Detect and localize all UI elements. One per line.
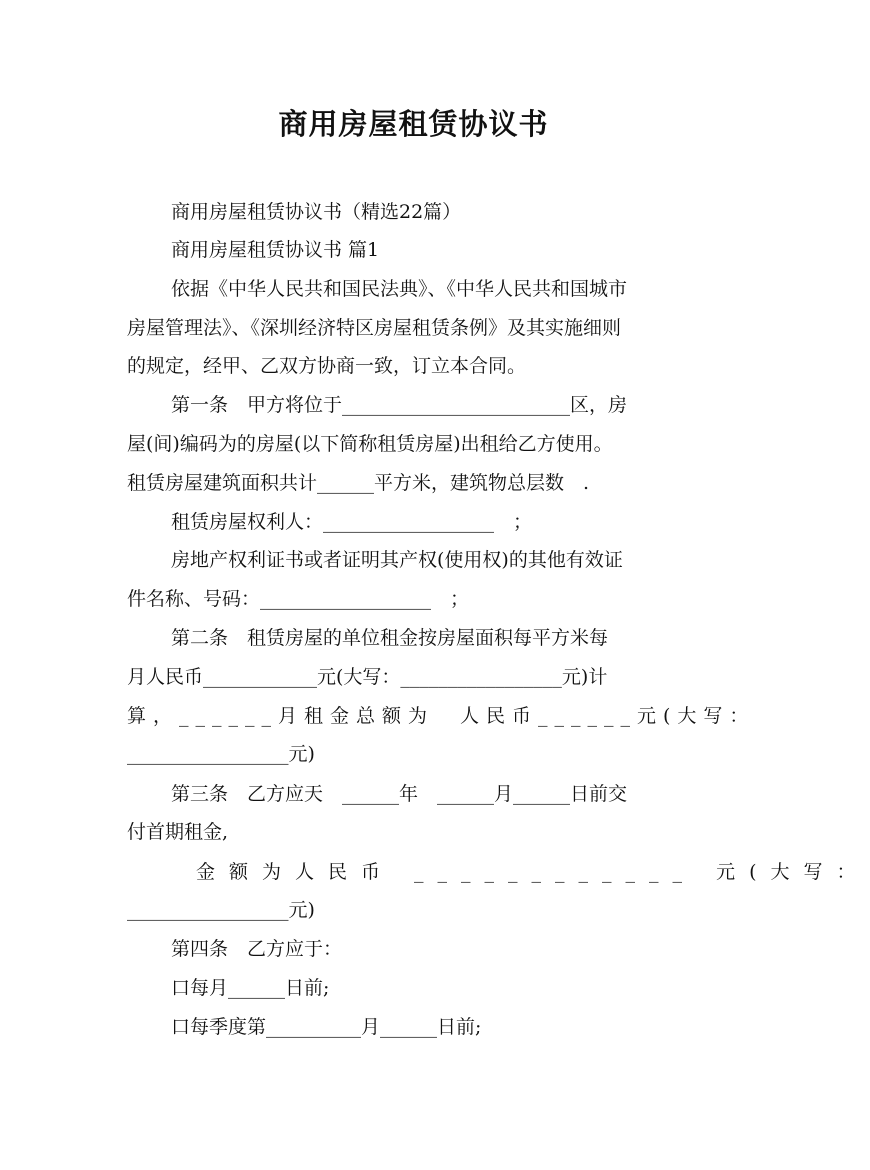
clause-1-line: 租赁房屋建筑面积共计______平方米，建筑物总层数 . [127, 472, 590, 494]
checkbox-option-line: 口每季度第__________月______日前; [171, 1016, 482, 1038]
clause-1-line: 屋(间)编码为的房屋(以下简称租赁房屋)出租给乙方使用。 [127, 433, 613, 455]
clause-4-line: 第四条 乙方应于： [171, 938, 343, 960]
owner-line: 租赁房屋权利人：__________________ ； [171, 511, 533, 533]
certificate-line: 件名称、号码：__________________ ； [127, 588, 470, 610]
paragraph-line: 房屋管理法》、《深圳经济特区房屋租赁条例》及其实施细则 [127, 317, 622, 339]
paragraph-line: 的规定，经甲、乙双方协商一致，订立本合同。 [127, 355, 527, 377]
clause-2-line: 算，______月租金总额为 人民币______元(大写： [127, 705, 756, 727]
subtitle-line: 商用房屋租赁协议书（精选22篇） [171, 201, 462, 223]
clause-1-line: 第一条 甲方将位于________________________区，房 [171, 394, 628, 416]
section-heading: 商用房屋租赁协议书 篇1 [171, 239, 380, 261]
clause-3-line: _________________元) [127, 899, 315, 921]
clause-3-line: 付首期租金, [127, 821, 229, 843]
checkbox-option-line: 口每月______日前; [171, 977, 330, 999]
document-title: 商用房屋租赁协议书 [278, 107, 549, 141]
clause-2-line: _________________元) [127, 743, 315, 765]
clause-2-line: 第二条 租赁房屋的单位租金按房屋面积每平方米每 [171, 627, 609, 649]
paragraph-line: 依据《中华人民共和国民法典》、《中华人民共和国城市 [171, 278, 628, 300]
certificate-line: 房地产权利证书或者证明其产权(使用权)的其他有效证 [171, 549, 623, 571]
clause-3-line: 金额为人民币 ____________ 元(大写： [196, 861, 870, 883]
clause-2-line: 月人民币____________元(大写：_________________元)计 [127, 666, 608, 688]
clause-3-line: 第三条 乙方应天 ______年 ______月______日前交 [171, 783, 628, 805]
